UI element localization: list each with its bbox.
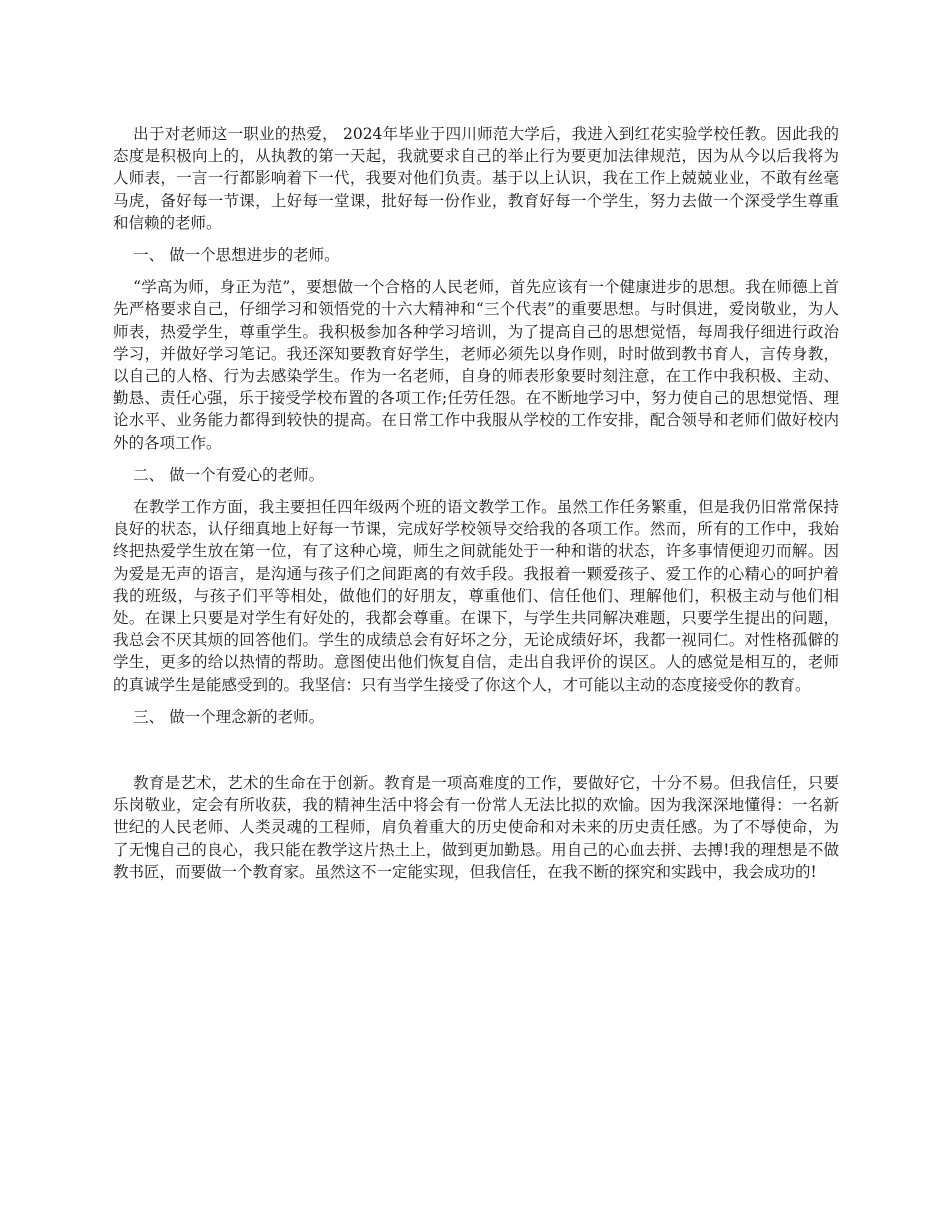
document-page <box>113 123 839 883</box>
section-3-heading: 三、 做一个理念新的老师。 <box>133 707 325 726</box>
section-3-body: 教育是艺术，艺术的生命在于创新。教育是一项高难度的工作，要做好它，十分不易。但我信任，只要乐岗敬业，定会有所收获，我的精神生活中将会有一份常人无法比拟的欢愉。因为我深深地懂得：一名新世纪的人民老师、人类灵魂的工程师，肩负着重大的历史使命和对未来的历史责任感。为了不辱使命，为了无愧自己的良心，我只能在教学这片热土上，做到更加勤恳。用自己的心血去拼、去搏!我的理想是不做教书匠，而要做一个教育家。虽然这不一定能实现，但我信任，在我不断的探究和实践中，我会成功的! <box>113 774 839 881</box>
section-2-body: 在教学工作方面，我主要担任四年级两个班的语文教学工作。虽然工作任务繁重，但是我仍旧常常保持良好的状态，认仔细真地上好每一节课，完成好学校领导交给我的各项工作。然而，所有的工作中，我始终把热爱学生放在第一位，有了这种心境，师生之间就能处于一种和谐的状态，许多事情便迎刃而解。因为爱是无声的语言，是沟通与孩子们之间距离的有效手段。我报着一颗爱孩子、爱工作的心精心的呵护着我的班级，与孩子们平等相处，做他们的好朋友，尊重他们、信任他们、理解他们，积极主动与他们相处。在课上只要是对学生有好处的，我都会尊重。在课下，与学生共同解决难题，只要学生提出的问题，我总会不厌其烦的回答他们。学生的成绩总会有好坏之分，无论成绩好坏，我都一视同仁。对性格孤僻的学生，更多的给以热情的帮助。意图使出他们恢复自信，走出自我评价的误区。人的感觉是相互的，老师的真诚学生是能感受到的。我坚信：只有当学生接受了你这个人，才可能以主动的态度接受你的教育。 <box>113 498 839 694</box>
section-1-heading: 一、 做一个思想进步的老师。 <box>133 246 340 265</box>
intro-paragraph: 出于对老师这一职业的热爱， 2024年毕业于四川师范大学后，我进入到红花实验学校任教。因此我的态度是积极向上的，从执教的第一天起，我就要求自己的举止行为要更加法律规范，因为从今以后我将为人师表，一言一行都影响着下一代，我要对他们负责。基于以上认识，我在工作上兢兢业业，不敢有丝毫马虎，备好每一节课，上好每一堂课，批好每一份作业，教育好每一个学生，努力去做一个深受学生尊重和信赖的老师。 <box>113 125 839 232</box>
section-2-heading: 二、 做一个有爱心的老师。 <box>133 465 325 484</box>
section-1-body: “学高为师，身正为范”，要想做一个合格的人民老师，首先应该有一个健康进步的思想。我在师德上首先严格要求自己，仔细学习和领悟党的十六大精神和“三个代表”的重要思想。与时俱进，爱岗敬业，为人师表，热爱学生，尊重学生。我积极参加各种学习培训，为了提高自己的思想觉悟，每周我仔细进行政治学习，并做好学习笔记。我还深知要教育好学生，老师必须先以身作则，时时做到教书育人，言传身教，以自己的人格、行为去感染学生。作为一名老师，自身的师表形象要时刻注意，在工作中我积极、主动、勤恳、责任心强，乐于接受学校布置的各项工作;任劳任怨。在不断地学习中，努力使自己的思想觉悟、理论水平、业务能力都得到较快的提高。在日常工作中我服从学校的工作安排，配合领导和老师们做好校内外的各项工作。 <box>113 278 839 452</box>
